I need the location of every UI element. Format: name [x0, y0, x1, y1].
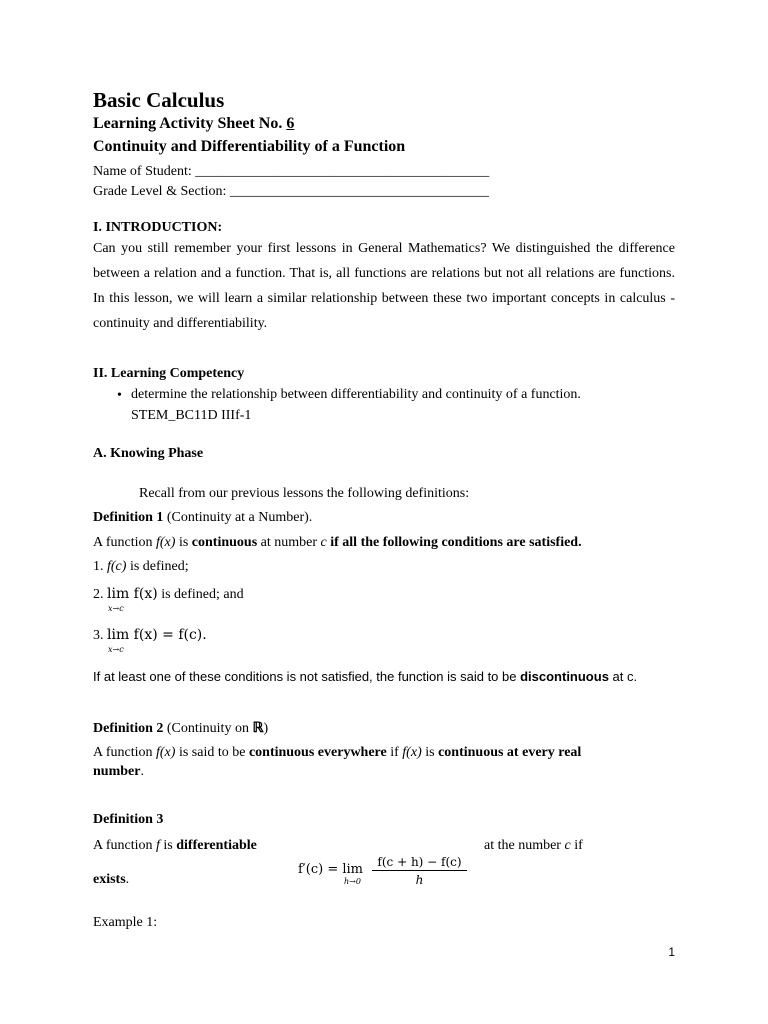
def2-d: is — [421, 745, 439, 760]
grade-blank: _____________________________________ — [229, 184, 489, 199]
def2-fx: f(x) — [156, 745, 176, 760]
discontinuity-note — [93, 669, 637, 684]
student-label: Name of Student: — [93, 164, 192, 179]
reals-symbol: ℝ — [252, 721, 264, 736]
intro-paragraph: Can you still remember your first lessons in General Mathematics? We distinguished the difference between a relation and a function. That is, all functions are relations but not all relations are functions. In this lesson, we will learn a similar relationship between these two important concepts in calculus - continuity and differentiability. — [93, 241, 675, 331]
definition-1-statement — [93, 535, 582, 551]
note-text: If at least one of these conditions is not satisfied, the function is said to be — [93, 669, 521, 684]
condition-1-number: 1. — [93, 559, 107, 574]
sheet-title — [93, 115, 294, 133]
topic-title: Continuity and Differentiability of a Function — [93, 138, 406, 155]
def3-differentiable: differentiable — [176, 838, 257, 853]
student-blank: __________________________________________ — [195, 164, 490, 179]
def1-name: (Continuity at a Number). — [163, 510, 313, 525]
condition-1-text: is defined; — [126, 559, 189, 574]
condition-2-number: 2. — [93, 587, 107, 602]
definition-3-title: Definition 3 — [93, 812, 164, 827]
def2-b: is said to be — [175, 745, 249, 760]
def2-c: if — [386, 745, 403, 760]
def2-fx2: f(x) — [402, 745, 422, 760]
def3-b: is — [159, 838, 177, 853]
def1-intro-a: A function — [93, 535, 156, 550]
competency-heading: II. Learning Competency — [93, 366, 245, 381]
competency-code: STEM_BC11D IIIf-1 — [131, 408, 252, 423]
def2-number: number — [93, 764, 141, 779]
exists-word: exists — [93, 872, 126, 887]
knowing-heading: A. Knowing Phase — [93, 446, 204, 461]
def2-name-b: ) — [263, 721, 269, 736]
def1-continuous: continuous — [191, 535, 258, 550]
definition-2-statement-line-2 — [93, 764, 144, 780]
derivative-denominator: h — [415, 873, 424, 887]
sheet-number: 6 — [286, 115, 295, 132]
exists-period: . — [125, 872, 130, 887]
note-discontinuous: discontinuous — [520, 669, 609, 684]
condition-2-limit: lim f(x) — [107, 586, 158, 602]
def2-name-a: (Continuity on — [163, 721, 253, 736]
grade-label: Grade Level & Section: — [93, 184, 227, 199]
def1-fx: f(x) — [156, 535, 176, 550]
condition-2 — [93, 586, 244, 603]
derivative-numerator: f(c + h) − f(c) — [372, 855, 467, 871]
def2-label: Definition 2 — [93, 721, 164, 736]
definition-1-title — [93, 510, 312, 526]
exists-line — [93, 872, 129, 888]
condition-2-text: is defined; and — [157, 587, 244, 602]
note-end: at c. — [608, 669, 638, 684]
page-title: Basic Calculus — [93, 88, 225, 112]
def3-f: f — [156, 838, 160, 853]
condition-3-limit-subscript: x→c — [108, 645, 124, 654]
student-name-field — [93, 164, 489, 180]
def2-period: . — [140, 764, 144, 779]
grade-section-field — [93, 184, 489, 200]
condition-3 — [93, 627, 207, 644]
page-number: 1 — [668, 945, 675, 959]
definition-3-statement — [93, 838, 257, 854]
def3-c: at the number — [484, 838, 565, 853]
condition-1 — [93, 559, 189, 575]
def2-a: A function — [93, 745, 156, 760]
def1-label: Definition 1 — [93, 510, 164, 525]
def2-every-real: continuous at every real — [438, 745, 582, 760]
sheet-prefix: Learning Activity Sheet No. — [93, 115, 283, 132]
definition-2-statement-line-1 — [93, 745, 581, 761]
recall-text: Recall from our previous lessons the following definitions: — [139, 486, 470, 501]
definition-2-title — [93, 720, 268, 737]
condition-3-number: 3. — [93, 628, 107, 643]
derivative-lim-subscript: h→0 — [344, 877, 361, 886]
derivative-lhs: f′(c) = lim — [298, 862, 363, 877]
def1-c: c — [320, 535, 327, 550]
def3-d: if — [570, 838, 583, 853]
competency-item — [131, 384, 675, 426]
condition-2-limit-subscript: x→c — [108, 604, 124, 613]
competency-text: determine the relationship between differentiability and continuity of a function. — [131, 387, 581, 402]
def1-conditions: if all the following conditions are satisfied. — [326, 535, 582, 550]
def1-intro-c: at number — [257, 535, 321, 550]
def2-everywhere: continuous everywhere — [248, 745, 387, 760]
definition-3-statement-right — [484, 838, 583, 854]
def3-a: A function — [93, 838, 156, 853]
condition-1-fc: f(c) — [107, 559, 127, 574]
bullet-icon: • — [117, 388, 122, 403]
intro-heading: I. INTRODUCTION: — [93, 220, 223, 235]
def3-cvar: c — [564, 838, 571, 853]
def1-intro-b: is — [175, 535, 192, 550]
condition-3-limit: lim f(x) = f(c). — [107, 627, 207, 643]
example-label: Example 1: — [93, 915, 158, 930]
